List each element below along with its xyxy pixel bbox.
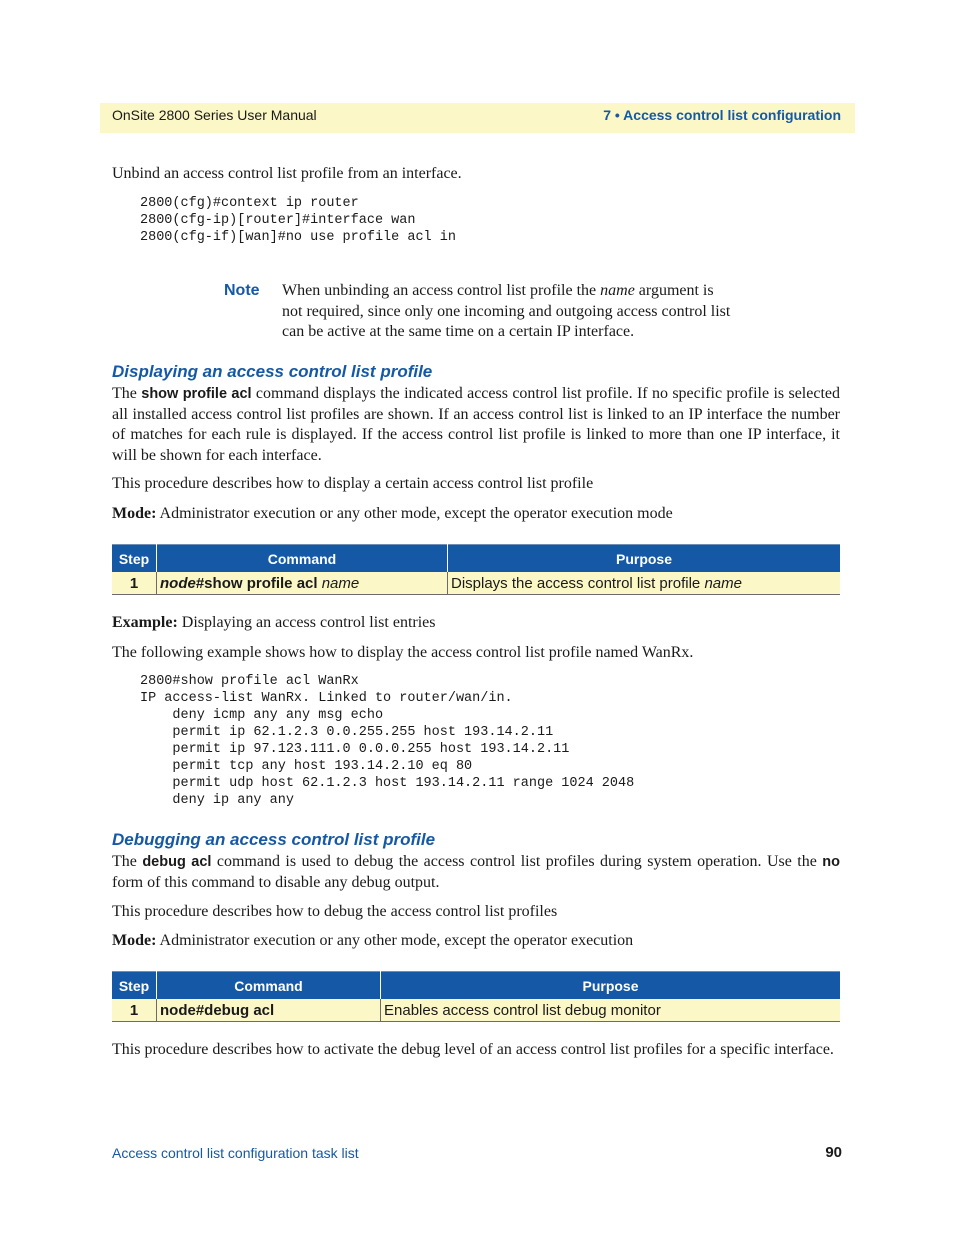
col-purpose: Purpose: [448, 545, 841, 573]
display-procedure-text: This procedure describes how to display a certain access control list profile: [112, 475, 594, 492]
table-row: [112, 572, 840, 595]
code-line: permit udp host 62.1.2.3 host 193.14.2.11 range 1024 2048: [140, 776, 635, 791]
code-line: deny ip any any: [140, 793, 294, 808]
note-text: When unbinding an access control list profile the name argument is not required, since only one incoming and outgoing access control list can be active at the same time on a certain IP interface.: [282, 282, 731, 340]
command-name: debug acl: [142, 854, 212, 870]
unbind-intro: Unbind an access control list profile from an interface.: [112, 165, 462, 182]
col-step: Step: [112, 972, 157, 1000]
code-line: 2800(cfg)#context ip router: [140, 196, 359, 211]
debug-paragraph: The debug acl command is used to debug the access control list profiles during system operation. Use the no form of this command to disable any debug output.: [112, 853, 841, 891]
debug-procedure-text: This procedure describes how to debug the access control list profiles: [112, 903, 558, 920]
example-description: The following example shows how to display the access control list profile named WanRx.: [112, 644, 694, 661]
command-name: show profile acl: [141, 386, 252, 402]
debug-activate-text: This procedure describes how to activate the debug level of an access control list profiles for a specific interface.: [112, 1041, 834, 1058]
section-heading-display: Displaying an access control list profile: [112, 362, 433, 381]
page-number: 90: [825, 1144, 842, 1161]
command-keyword: no: [822, 854, 841, 870]
unbind-code-block: [140, 195, 456, 246]
table-header-row: [112, 545, 840, 573]
example-line: Example: Displaying an access control list entries: [112, 614, 436, 631]
display-command-table: [112, 544, 840, 595]
step-cell: 1: [112, 999, 157, 1022]
mode-label: Mode:: [112, 932, 157, 949]
debug-mode-line: Mode: Administrator execution or any other mode, except the operator execution: [112, 932, 634, 949]
code-line: deny icmp any any msg echo: [140, 708, 384, 723]
col-purpose: Purpose: [381, 972, 841, 1000]
code-line: permit ip 97.123.111.0 0.0.0.255 host 193.14.2.11: [140, 742, 570, 757]
col-step: Step: [112, 545, 157, 573]
note-label: Note: [224, 282, 260, 299]
command-cell: node#debug acl: [157, 999, 381, 1022]
example-code-block: [140, 673, 634, 809]
footer-section-title: Access control list configuration task list: [112, 1145, 359, 1161]
mode-label: Mode:: [112, 505, 157, 522]
code-line: 2800#show profile acl WanRx: [140, 674, 359, 689]
purpose-cell: Displays the access control list profile name: [448, 572, 841, 595]
code-line: permit tcp any host 193.14.2.10 eq 80: [140, 759, 473, 774]
col-command: Command: [157, 972, 381, 1000]
note-italic-name: name: [600, 282, 635, 299]
display-mode-line: Mode: Administrator execution or any other mode, except the operator execution mode: [112, 505, 673, 522]
table-row: [112, 999, 840, 1022]
command-cell: node#show profile acl name: [157, 572, 448, 595]
display-paragraph: The show profile acl command displays the indicated access control list profile. If no specific profile is selected all installed access control list profiles are shown. If an access control list is linked to an IP interface the number of matches for each rule is displayed. If the access control list profile is linked to more than one IP interface, it will be shown for each interface.: [112, 385, 840, 464]
step-cell: 1: [112, 572, 157, 595]
purpose-cell: Enables access control list debug monitor: [381, 999, 841, 1022]
debug-command-table: [112, 971, 840, 1022]
code-line: IP access-list WanRx. Linked to router/wan/in.: [140, 691, 513, 706]
code-line: permit ip 62.1.2.3 0.0.255.255 host 193.14.2.11: [140, 725, 554, 740]
code-line: 2800(cfg-if)[wan]#no use profile acl in: [140, 230, 456, 245]
table-header-row: [112, 972, 840, 1000]
chapter-title: 7 • Access control list configuration: [603, 107, 841, 123]
manual-title: OnSite 2800 Series User Manual: [112, 107, 317, 123]
col-command: Command: [157, 545, 448, 573]
code-line: 2800(cfg-ip)[router]#interface wan: [140, 213, 416, 228]
section-heading-debug: Debugging an access control list profile: [112, 830, 436, 849]
example-label: Example:: [112, 614, 178, 631]
